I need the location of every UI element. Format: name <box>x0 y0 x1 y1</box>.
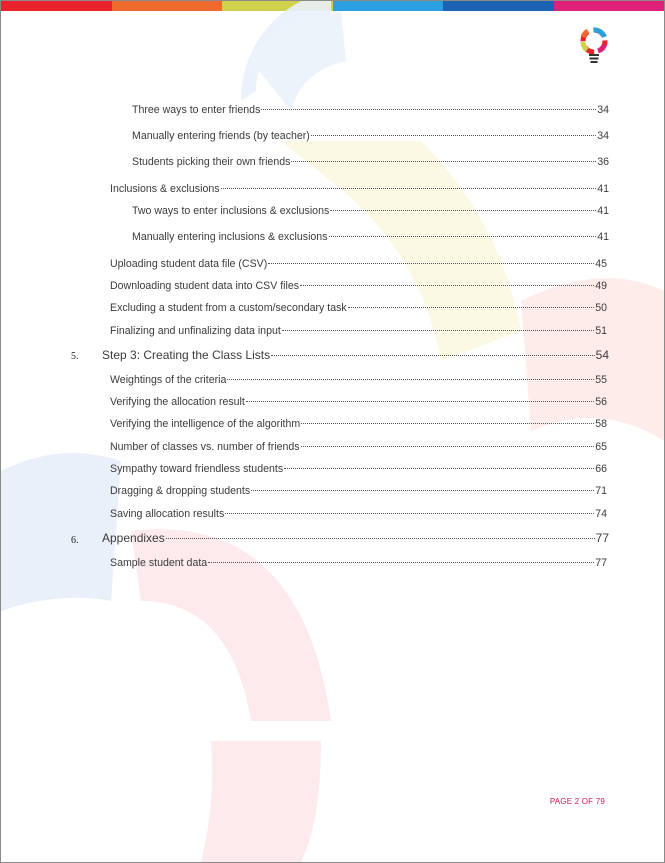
toc-page-number: 58 <box>595 418 607 430</box>
toc-entry[interactable] <box>110 325 607 337</box>
toc-title: Finalizing and unfinalizing data input <box>110 325 281 337</box>
toc-leader-dots <box>166 537 595 539</box>
toc-entry[interactable] <box>110 508 607 520</box>
toc-leader-dots <box>282 329 594 331</box>
toc-leader-dots <box>225 512 594 514</box>
toc-title: Manually entering friends (by teacher) <box>132 130 310 142</box>
toc-page-number: 41 <box>597 231 609 243</box>
toc-leader-dots <box>208 561 594 563</box>
toc-page-number: 77 <box>595 531 609 545</box>
toc-title: Weightings of the criteria <box>110 374 227 386</box>
toc-leader-dots <box>311 134 596 136</box>
toc-entry[interactable] <box>132 231 609 243</box>
toc-entry[interactable] <box>110 374 607 386</box>
toc-leader-dots <box>348 306 594 308</box>
toc-title: Manually entering inclusions & exclusions <box>132 231 328 243</box>
toc-page-number: 45 <box>595 258 607 270</box>
toc-title: Appendixes <box>102 531 165 545</box>
toc-entry[interactable] <box>110 485 607 497</box>
toc-page-number: 77 <box>595 557 607 569</box>
toc-leader-dots <box>227 378 594 380</box>
toc-entry[interactable] <box>110 396 607 408</box>
toc-page-number: 51 <box>595 325 607 337</box>
toc-entry[interactable] <box>110 557 607 569</box>
toc-page-number: 34 <box>597 130 609 142</box>
toc-entry[interactable] <box>132 205 609 217</box>
toc-page-number: 49 <box>595 280 607 292</box>
toc-page-number: 36 <box>597 156 609 168</box>
toc-page-number: 71 <box>595 485 607 497</box>
toc-title: Sympathy toward friendless students <box>110 463 284 475</box>
toc-title: Sample student data <box>110 557 208 569</box>
toc-leader-dots <box>251 489 594 491</box>
toc-entry[interactable] <box>110 183 609 195</box>
toc-title: Inclusions & exclusions <box>110 183 220 195</box>
toc-entry[interactable] <box>110 441 607 453</box>
toc-page-number: 66 <box>595 463 607 475</box>
toc-leader-dots <box>271 354 595 356</box>
toc-page-number: 34 <box>597 104 609 116</box>
toc-page-number: 41 <box>597 205 609 217</box>
page-number-footer: PAGE 2 OF 79 <box>549 797 605 806</box>
toc-title: Saving allocation results <box>110 508 225 520</box>
toc-title: Downloading student data into CSV files <box>110 280 300 292</box>
toc-title: Excluding a student from a custom/secondary task <box>110 302 347 314</box>
toc-entry[interactable] <box>110 258 607 270</box>
toc-page-number: 55 <box>595 374 607 386</box>
toc-leader-dots <box>291 160 596 162</box>
toc-page-number: 50 <box>595 302 607 314</box>
toc-title: Verifying the intelligence of the algorithm <box>110 418 301 430</box>
toc-title: Number of classes vs. number of friends <box>110 441 300 453</box>
toc-leader-dots <box>221 187 597 189</box>
toc-page-number: 56 <box>595 396 607 408</box>
toc-leader-dots <box>284 467 594 469</box>
toc-entry[interactable] <box>102 348 609 362</box>
toc-leader-dots <box>268 262 594 264</box>
toc-leader-dots <box>329 235 597 237</box>
toc-page-number: 74 <box>595 508 607 520</box>
toc-page-number: 65 <box>595 441 607 453</box>
toc-leader-dots <box>261 108 596 110</box>
toc-title: Two ways to enter inclusions & exclusions <box>132 205 330 217</box>
toc-title: Verifying the allocation result <box>110 396 245 408</box>
toc-title: Step 3: Creating the Class Lists <box>102 348 271 362</box>
toc-leader-dots <box>246 400 594 402</box>
toc-entry[interactable] <box>110 280 607 292</box>
toc-title: Students picking their own friends <box>132 156 291 168</box>
toc-entry[interactable] <box>110 418 607 430</box>
toc-entry[interactable] <box>132 130 609 142</box>
toc-page-number: 54 <box>595 348 609 362</box>
toc-entry[interactable] <box>132 104 609 116</box>
toc-entry[interactable] <box>110 302 607 314</box>
toc-entry[interactable] <box>110 463 607 475</box>
toc-section-number: 6. <box>71 535 79 546</box>
toc-entry[interactable] <box>102 531 609 545</box>
toc-leader-dots <box>301 422 594 424</box>
toc-leader-dots <box>301 445 595 447</box>
toc-page-number: 41 <box>597 183 609 195</box>
toc-title: Three ways to enter friends <box>132 104 261 116</box>
toc-leader-dots <box>300 284 594 286</box>
toc-section-number: 5. <box>71 351 79 362</box>
toc-title: Dragging & dropping students <box>110 485 251 497</box>
toc-entry[interactable] <box>132 156 609 168</box>
toc-leader-dots <box>330 209 596 211</box>
toc-title: Uploading student data file (CSV) <box>110 258 268 270</box>
table-of-contents <box>1 1 664 862</box>
